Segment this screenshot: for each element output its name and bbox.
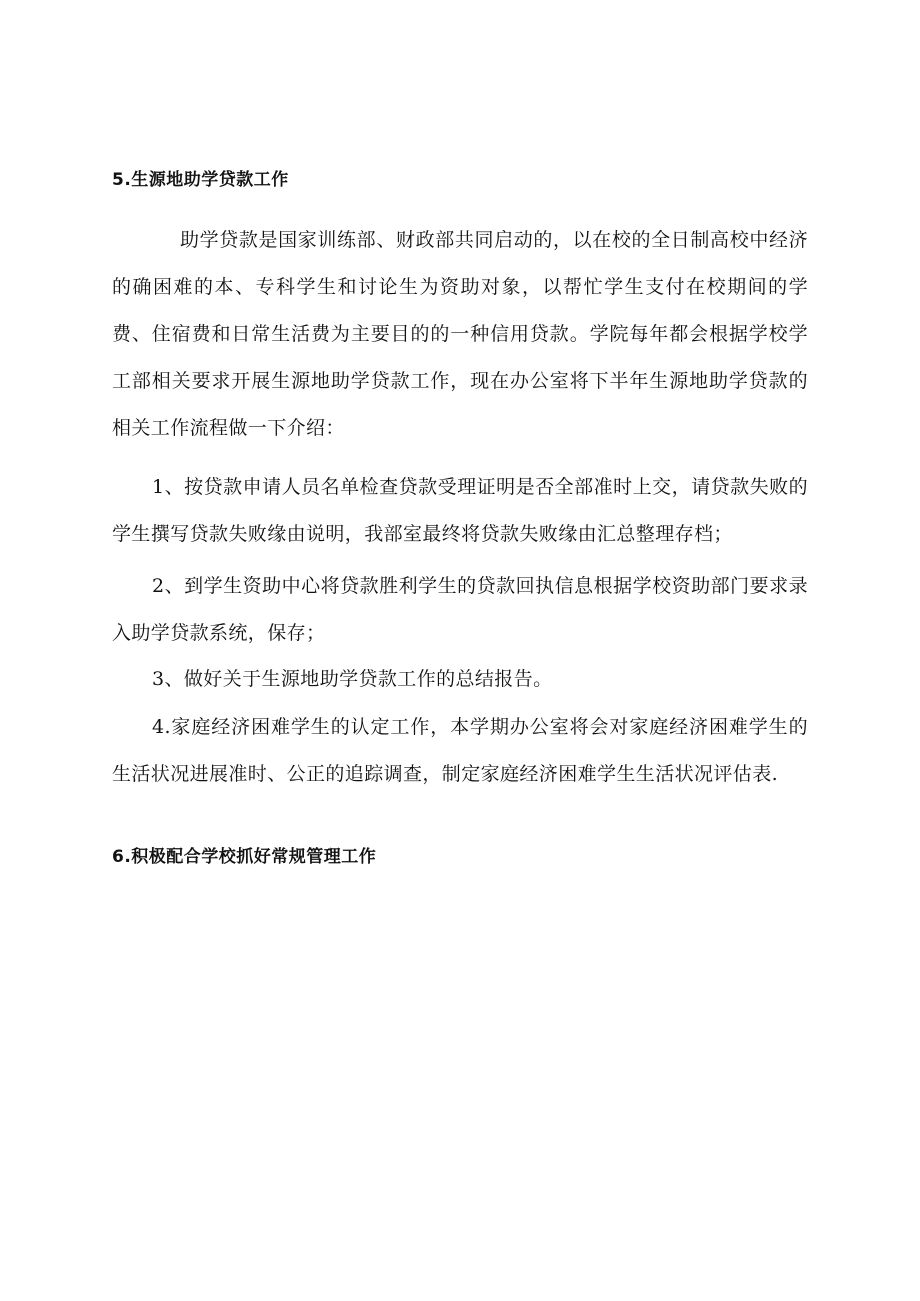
list-item-2: 2、到学生资助中心将贷款胜利学生的贷款回执信息根据学校资助部门要求录入助学贷款系统，保存； [112, 575, 808, 644]
section-6-heading: 6.积极配合学校抓好常规管理工作 [112, 847, 377, 867]
list-item-1: 1、按贷款申请人员名单检查贷款受理证明是否全部准时上交，请贷款失败的学生撰写贷款失败缘由说明，我部室最终将贷款失败缘由汇总整理存档； [112, 476, 808, 545]
list-item-3: 3、做好关于生源地助学贷款工作的总结报告。 [152, 668, 553, 690]
section-5-heading: 5.生源地助学贷款工作 [112, 170, 289, 190]
section-5-intro-paragraph: 助学贷款是国家训练部、财政部共同启动的，以在校的全日制高校中经济的确困难的本、专科学生和讨论生为资助对象，以帮忙学生支付在校期间的学费、住宿费和日常生活费为主要目的的一种信用贷款。学院每年都会根据学校学工部相关要求开展生源地助学贷款工作，现在办公室将下半年生源地助学贷款的相关工作流程做一下介绍： [112, 229, 808, 439]
list-item-4: 4.家庭经济困难学生的认定工作，本学期办公室将会对家庭经济困难学生的生活状况进展准时、公正的追踪调查，制定家庭经济困难学生生活状况评估表. [112, 716, 808, 785]
